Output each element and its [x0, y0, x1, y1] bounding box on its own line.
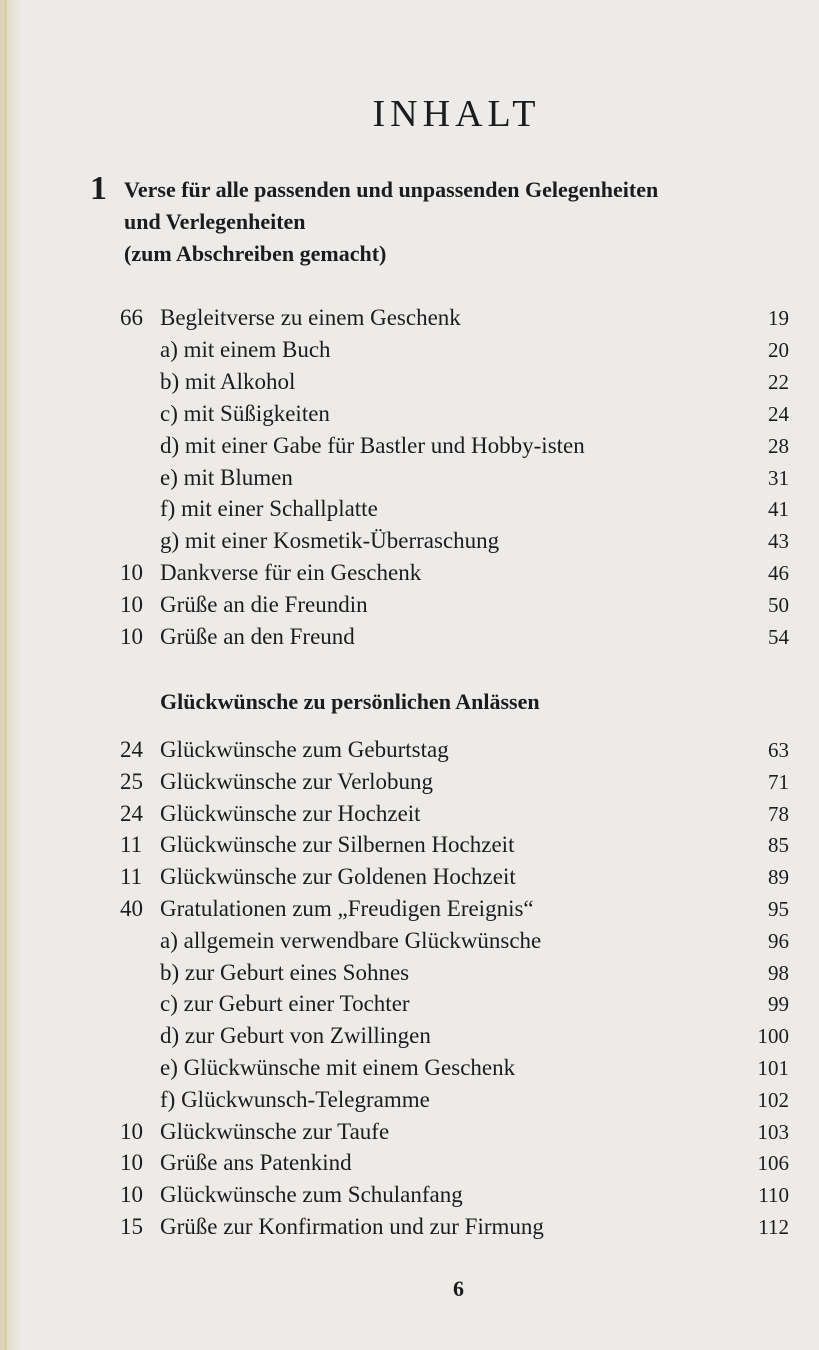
page-number: 6: [453, 1276, 464, 1301]
toc-entry-page: 43: [768, 529, 789, 554]
toc-entry: [0, 557, 819, 589]
toc-entry-page: 99: [768, 992, 789, 1017]
toc-entry-page: 112: [758, 1215, 789, 1239]
toc-entry-label: g) mit einer Kosmetik-Überraschung: [160, 528, 500, 554]
toc-entry: [0, 430, 819, 462]
toc-entry-page: 41: [768, 497, 789, 522]
toc-entry-page: 22: [768, 369, 789, 394]
toc-entry-label: Glückwünsche zur Verlobung: [160, 768, 433, 794]
toc-entry-label: b) zur Geburt eines Sohnes: [160, 959, 410, 985]
toc-entry-label: Gratulationen zum „Freudigen Ereignis“: [160, 896, 534, 921]
toc-entry-label: a) allgemein verwendbare Glückwünsche: [160, 927, 542, 953]
toc-entry-count: 10: [120, 1182, 143, 1208]
toc-entry-label: b) mit Alkohol: [160, 368, 296, 394]
toc-entry-count: 66: [120, 305, 143, 330]
toc-entry-page: 100: [757, 1024, 789, 1049]
toc-entry-label: Glückwünsche zum Schulanfang: [160, 1182, 463, 1208]
toc-entry-label: e) mit Blumen: [160, 464, 293, 490]
toc-entry-label: Grüße an den Freund: [160, 624, 355, 649]
toc-entry: [0, 462, 819, 494]
toc-entry-label: f) Glückwunsch-Telegramme: [160, 1086, 430, 1112]
toc-entry-page: 50: [768, 593, 789, 618]
section-heading: [124, 174, 764, 270]
toc-entry-page: 89: [768, 865, 789, 890]
toc-entry: [0, 589, 819, 621]
toc-entry-page: 28: [768, 433, 789, 458]
toc-entry: [0, 829, 819, 861]
section-number: 1: [90, 170, 107, 207]
toc-entry-count: 11: [120, 832, 143, 858]
toc-entry-label: Glückwünsche zur Silbernen Hochzeit: [160, 832, 515, 858]
toc-entry: [0, 893, 819, 925]
toc-entry: [0, 734, 819, 766]
toc-entry-count: 25: [120, 768, 143, 794]
toc-entry-label: Glückwünsche zur Goldenen Hochzeit: [160, 864, 516, 890]
toc-entry-label: c) mit Süßigkeiten: [160, 400, 330, 426]
toc-entry-label: d) mit einer Gabe für Bastler und Hobby-isten: [160, 432, 585, 458]
section-heading-line: (zum Abschreiben gemacht): [124, 241, 387, 266]
toc-entry-count: 11: [120, 864, 143, 890]
toc-entry: [0, 493, 819, 525]
toc-entry-count: 24: [120, 800, 143, 826]
toc-entry-count: 10: [120, 1118, 143, 1144]
page-title: INHALT: [372, 93, 541, 135]
toc-entry-page: 95: [768, 897, 789, 921]
toc-entry: [0, 334, 819, 366]
toc-entry-label: d) zur Geburt von Zwillingen: [160, 1023, 431, 1049]
toc-entry-count: 10: [120, 592, 143, 618]
toc-entry-label: c) zur Geburt einer Tochter: [160, 991, 410, 1017]
toc-entry-label: Begleitverse zu einem Geschenk: [160, 305, 461, 330]
toc-entry: [0, 1116, 819, 1148]
toc-entry: [0, 988, 819, 1020]
toc-entry-page: 71: [768, 769, 789, 794]
toc-entry-label: f) mit einer Schallplatte: [160, 496, 378, 522]
toc-entry-count: 10: [120, 1150, 143, 1176]
toc-entry: [0, 1052, 819, 1084]
toc-entry-page: 98: [768, 960, 789, 985]
toc-entry: [0, 925, 819, 957]
toc-entry-label: Grüße ans Patenkind: [160, 1150, 352, 1176]
toc-entry-page: 110: [758, 1183, 789, 1208]
toc-entry: [0, 1147, 819, 1179]
toc-entry: [0, 302, 819, 334]
toc-subheading: Glückwünsche zu persönlichen Anlässen: [160, 689, 540, 714]
toc-entry: [0, 525, 819, 557]
toc-entry-page: 102: [757, 1087, 789, 1112]
toc-entry-page: 31: [768, 465, 789, 490]
toc-entry: [0, 766, 819, 798]
toc-entry-label: Grüße an die Freundin: [160, 592, 368, 618]
toc-entry-label: Glückwünsche zur Hochzeit: [160, 800, 421, 826]
toc-entry-count: 40: [120, 896, 143, 921]
toc-entry-page: 24: [768, 401, 789, 426]
toc-entry-page: 78: [768, 801, 789, 826]
toc-entry-label: Glückwünsche zum Geburtstag: [160, 737, 449, 762]
toc-entry-count: 10: [120, 560, 143, 586]
toc-entry-page: 106: [757, 1151, 789, 1176]
toc-entry-page: 85: [768, 833, 789, 858]
toc-entry: [0, 398, 819, 430]
toc-entry: [0, 1179, 819, 1211]
toc-entry: [0, 1084, 819, 1116]
toc-entry: [0, 1020, 819, 1052]
toc-entry-count: 15: [120, 1214, 143, 1239]
toc-entry-page: 46: [768, 561, 789, 586]
toc-entry-page: 103: [757, 1119, 789, 1144]
toc-entry-page: 63: [768, 738, 789, 762]
toc-entry-label: e) Glückwünsche mit einem Geschenk: [160, 1055, 516, 1080]
toc-entry-label: Glückwünsche zur Taufe: [160, 1118, 390, 1144]
toc-entry-count: 10: [120, 624, 143, 649]
section-heading-line: Verse für alle passenden und unpassenden Gelegenheiten: [124, 177, 659, 202]
toc-entry-page: 96: [768, 928, 789, 953]
toc-entry: [0, 798, 819, 830]
toc-entry: [0, 621, 819, 653]
toc-entry-label: Dankverse für ein Geschenk: [160, 560, 422, 586]
toc-entry: [0, 366, 819, 398]
toc-entry: [0, 957, 819, 989]
toc-entry-page: 54: [768, 625, 789, 649]
toc-entry-label: Grüße zur Konfirmation und zur Firmung: [160, 1214, 544, 1239]
toc-entry-page: 19: [768, 306, 789, 330]
toc-entry-label: a) mit einem Buch: [160, 336, 331, 362]
toc-entry: [0, 1211, 819, 1243]
toc-entry-page: 101: [757, 1056, 789, 1080]
toc-entry: [0, 861, 819, 893]
toc-entry-count: 24: [120, 737, 143, 762]
section-heading-line: und Verlegenheiten: [124, 209, 306, 234]
toc-entry-page: 20: [768, 337, 789, 362]
